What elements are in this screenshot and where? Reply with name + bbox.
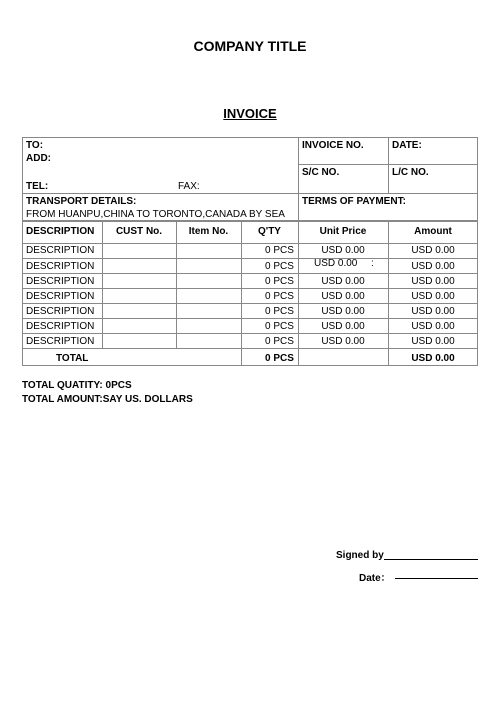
to-label: TO: (26, 140, 44, 151)
row-5-description: DESCRIPTION (26, 306, 95, 317)
row-4-unit-price: USD 0.00 (321, 291, 365, 302)
row-7-unit-price: USD 0.00 (321, 336, 365, 347)
row-6-qty: 0 PCS (265, 321, 294, 332)
header-divider-date (388, 137, 389, 194)
col-header-qty: Q'TY (258, 226, 281, 237)
add-label: ADD: (26, 153, 51, 164)
row-divider-2 (22, 273, 478, 274)
total-amount: USD 0.00 (411, 353, 455, 364)
row-divider-6 (22, 333, 478, 334)
row-7-qty: 0 PCS (265, 336, 294, 347)
row-2-unit-price: USD 0.00 (314, 258, 358, 269)
row-4-description: DESCRIPTION (26, 291, 95, 302)
row-divider-4 (22, 303, 478, 304)
header-divider-transport (22, 193, 478, 194)
row-5-qty: 0 PCS (265, 306, 294, 317)
invoice-no-label: INVOICE NO. (302, 140, 364, 151)
row-4-qty: 0 PCS (265, 291, 294, 302)
signed-by-label: Signed by (336, 550, 384, 561)
row-1-unit-price: USD 0.00 (321, 245, 365, 256)
row-3-unit-price: USD 0.00 (321, 276, 365, 287)
row-2-unit-price-extra: : (371, 258, 374, 269)
date-label: DATE: (392, 140, 422, 151)
row-2-amount: USD 0.00 (411, 261, 455, 272)
col-header-unit-price: Unit Price (319, 226, 367, 237)
row-divider-1 (22, 258, 478, 259)
signed-by-line (384, 559, 478, 560)
col-header-description: DESCRIPTION (26, 226, 95, 237)
row-5-unit-price: USD 0.00 (321, 306, 365, 317)
row-divider-5 (22, 318, 478, 319)
col-header-amount: Amount (414, 226, 452, 237)
row-7-description: DESCRIPTION (26, 336, 95, 347)
transport-details-value: FROM HUANPU,CHINA TO TORONTO,CANADA BY SEA (26, 209, 285, 220)
row-divider-3 (22, 288, 478, 289)
row-2-description: DESCRIPTION (26, 261, 95, 272)
row-1-description: DESCRIPTION (26, 245, 95, 256)
total-label: TOTAL (56, 353, 89, 364)
row-6-unit-price: USD 0.00 (321, 321, 365, 332)
tel-label: TEL: (26, 181, 49, 192)
row-6-description: DESCRIPTION (26, 321, 95, 332)
col-divider-2 (176, 221, 177, 348)
signature-date-line (395, 578, 478, 579)
invoice-title: INVOICE (223, 106, 277, 121)
row-1-qty: 0 PCS (265, 245, 294, 256)
row-1-amount: USD 0.00 (411, 245, 455, 256)
row-6-amount: USD 0.00 (411, 321, 455, 332)
col-header-item-no: Item No. (188, 226, 229, 237)
header-divider-sc (298, 164, 478, 165)
signature-date-label: Date： (359, 573, 391, 584)
row-3-qty: 0 PCS (265, 276, 294, 287)
row-3-description: DESCRIPTION (26, 276, 95, 287)
row-7-amount: USD 0.00 (411, 336, 455, 347)
row-divider-header (22, 243, 478, 244)
company-title: COMPANY TITLE (193, 38, 307, 54)
col-divider-1 (102, 221, 103, 348)
total-amount-summary: TOTAL AMOUNT:SAY US. DOLLARS (22, 394, 193, 405)
sc-no-label: S/C NO. (302, 167, 340, 178)
terms-of-payment-label: TERMS OF PAYMENT: (302, 196, 406, 207)
col-header-cust-no: CUST No. (115, 226, 163, 237)
header-divider-vertical (298, 137, 299, 221)
row-2-qty: 0 PCS (265, 261, 294, 272)
row-divider-total (22, 348, 478, 349)
lc-no-label: L/C NO. (392, 167, 429, 178)
row-4-amount: USD 0.00 (411, 291, 455, 302)
row-5-amount: USD 0.00 (411, 306, 455, 317)
total-qty: 0 PCS (265, 353, 294, 364)
fax-label: FAX: (178, 181, 200, 192)
row-3-amount: USD 0.00 (411, 276, 455, 287)
transport-details-label: TRANSPORT DETAILS: (26, 196, 137, 207)
total-quantity-summary: TOTAL QUATITY: 0PCS (22, 380, 132, 391)
